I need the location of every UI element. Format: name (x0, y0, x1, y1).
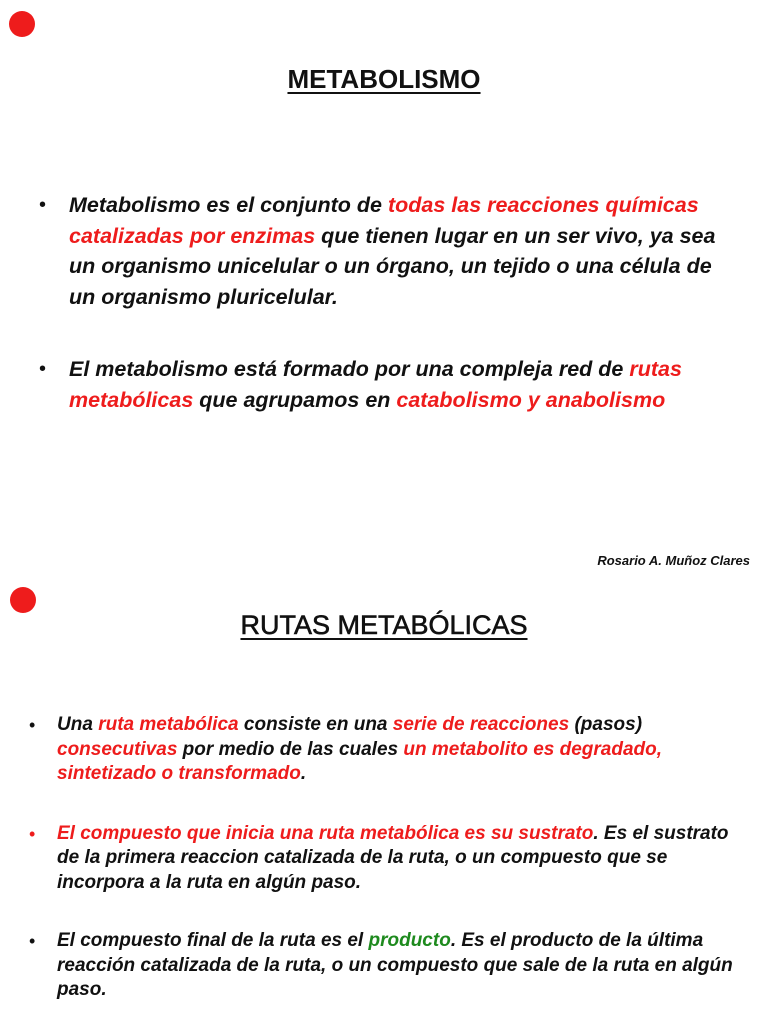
highlight-text: serie de reacciones (392, 714, 570, 735)
bullet-item (29, 822, 737, 896)
text-segment: que tienen lugar en un ser vivo, ya sea un organismo unicelular o un órgano, un tejido o una célula de un organismo pluricelular. (69, 223, 716, 309)
text-segment: El compuesto final de la ruta es el (57, 930, 369, 951)
slide-title: RUTAS METABÓLICAS (240, 610, 528, 640)
bullet-item (39, 190, 729, 312)
red-dot-icon (9, 11, 35, 37)
text-segment: . Es el producto de la última reacción catalizada de la ruta, o un compuesto que sale de la ruta en algún paso. (57, 930, 733, 1000)
text-segment: . Es el sustrato de la primera reaccion catalizada de la ruta, o un compuesto que se incorpora a la ruta en algún paso. (57, 822, 729, 893)
highlight-text: ruta metabólica (98, 714, 239, 735)
text-segment: que agrupamos en (193, 387, 397, 412)
bullet-marker: • (39, 194, 47, 216)
slide-title: METABOLISMO (287, 64, 481, 94)
bullet-marker: • (29, 823, 36, 844)
bullet-marker: • (29, 931, 36, 951)
bullet-item (39, 354, 729, 415)
author-credit: Rosario A. Muñoz Clares (597, 553, 750, 568)
text-segment: (pasos) (569, 714, 643, 735)
text-segment: . (300, 763, 307, 784)
highlight-text: todas las reacciones químicas catalizadas por enzimas (69, 193, 699, 248)
bullet-list (29, 713, 737, 1003)
highlight-text: El compuesto que inicia una ruta metabólica es su sustrato (57, 822, 594, 844)
bullet-item (29, 929, 737, 1003)
highlight-text: producto (368, 930, 451, 951)
text-segment: por medio de las cuales (177, 738, 404, 760)
highlight-text: catabolismo y anabolismo (396, 387, 666, 412)
highlight-text: un metabolito es degradado, sintetizado o transformado (57, 738, 663, 784)
text-segment: Una (57, 714, 99, 735)
text-segment: El metabolismo está formado por una compleja red de (69, 357, 630, 381)
text-segment: Metabolismo es el conjunto de (69, 193, 388, 217)
bullet-marker: • (29, 715, 36, 735)
bullet-list (39, 190, 729, 415)
text-segment: consiste en una (238, 714, 393, 735)
slide-rutas-metabolicas (0, 580, 768, 1024)
bullet-marker: • (39, 358, 47, 380)
bullet-item (29, 713, 737, 787)
highlight-text: consecutivas (57, 738, 178, 760)
highlight-text: rutas metabólicas (69, 357, 682, 412)
